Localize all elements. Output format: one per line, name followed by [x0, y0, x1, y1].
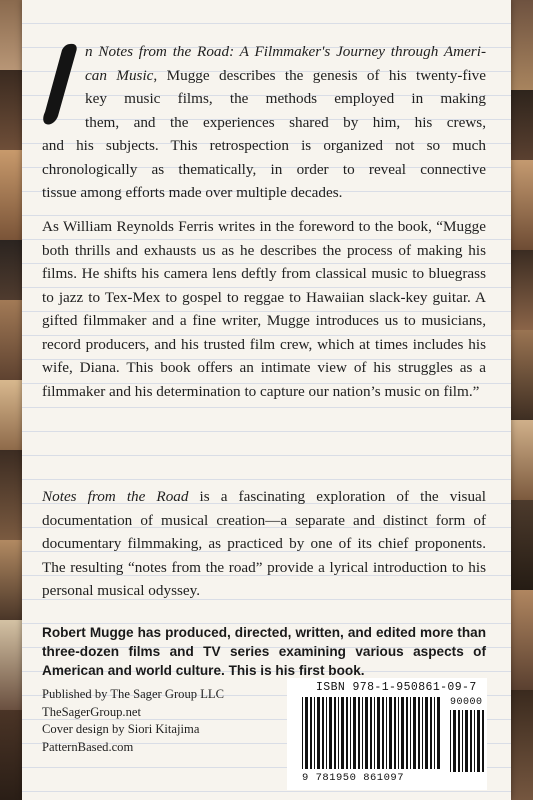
collage-photo — [0, 620, 22, 710]
cover-design-credit: Cover design by Siori Kitajima — [42, 722, 200, 736]
collage-photo — [0, 450, 22, 540]
isbn-label: ISBN 978-1-950861-09-7 — [316, 681, 477, 694]
book-title-italic: n Notes from the Road: A Filmmaker's Journey through Ameri- — [85, 43, 486, 60]
intro-line-2 — [85, 64, 486, 88]
paragraph-foreword-quote: As William Reynolds Ferris writes in the foreword to the book, “Mugge both thrills and exhausts us as he describes the process of making his films. He shifts his camera lens deftly from classical music to bluegrass to jazz to Tex-Mex to gospel to reggae to Hawaiian slack-key guitar. A gifted filmmaker and a fine writer, Mugge introduces us to musicians, record producers, and his trusted film crew, which at times includes his wife, Diana. This book offers an intimate view of his struggles as a filmmaker and his determination to capture our nation’s music on film.” — [42, 218, 486, 400]
intro-line-3 — [85, 87, 486, 111]
collage-photo — [0, 0, 22, 70]
intro-line-7-text: tissue among efforts made over multiple decades. — [42, 184, 343, 201]
intro-line-5-text: and his subjects. This retrospection is organized not so much — [42, 137, 486, 154]
collage-photo — [511, 500, 533, 590]
collage-photo — [0, 710, 22, 800]
collage-photo — [511, 590, 533, 690]
designer-website: PatternBased.com — [42, 739, 134, 754]
publisher-info — [42, 686, 272, 756]
collage-photo — [511, 330, 533, 420]
collage-photo — [0, 70, 22, 150]
left-photo-collage — [0, 0, 22, 800]
intro-line-2-text: , Mugge describes the genesis of his twenty-five — [153, 66, 486, 84]
publisher-name: Published by The Sager Group LLC — [42, 687, 225, 701]
collage-photo — [0, 540, 22, 620]
addon-digits: 90000 — [450, 697, 483, 708]
paragraph-intro — [42, 40, 486, 205]
ean-digits: 9 781950 861097 — [302, 772, 405, 784]
collage-photo — [511, 250, 533, 330]
intro-line-4-text: them, and the experiences shared by him, his crews, — [85, 113, 486, 131]
collage-photo — [0, 380, 22, 450]
collage-photo — [511, 0, 533, 90]
collage-photo — [511, 690, 533, 800]
intro-line-5 — [42, 134, 486, 158]
collage-photo — [0, 150, 22, 240]
intro-line-3-text: key music films, the methods employed in making — [85, 90, 486, 107]
collage-photo — [511, 420, 533, 500]
collage-photo — [511, 90, 533, 160]
intro-line-7 — [42, 181, 486, 205]
book-title-italic-end: can Music — [85, 66, 154, 84]
intro-line-6-text: chronologically as thematically, in order to reveal connective — [42, 160, 486, 178]
collage-photo — [0, 240, 22, 300]
collage-photo — [0, 300, 22, 380]
author-bio: Robert Mugge has produced, directed, written, and edited more than three-dozen films and TV series examining various aspects of American and world culture. This is his first book. — [42, 625, 486, 678]
publisher-website: TheSagerGroup.net — [42, 704, 141, 719]
right-photo-collage — [511, 0, 533, 800]
summary-text: is a fascinating exploration of the visual documentation of musical creation—a separate and distinct form of documentary filmmaking, as practiced by one of its chief proponents. The resulting “notes from the road” provide a lyrical introduction to his personal musical odyssey. — [42, 488, 487, 599]
intro-line-4 — [85, 111, 486, 135]
book-title-italic-2: Notes from the Road — [42, 488, 189, 505]
intro-line-1 — [85, 40, 486, 64]
intro-line-6 — [42, 158, 486, 182]
collage-photo — [511, 160, 533, 250]
paragraph-summary — [42, 485, 486, 603]
